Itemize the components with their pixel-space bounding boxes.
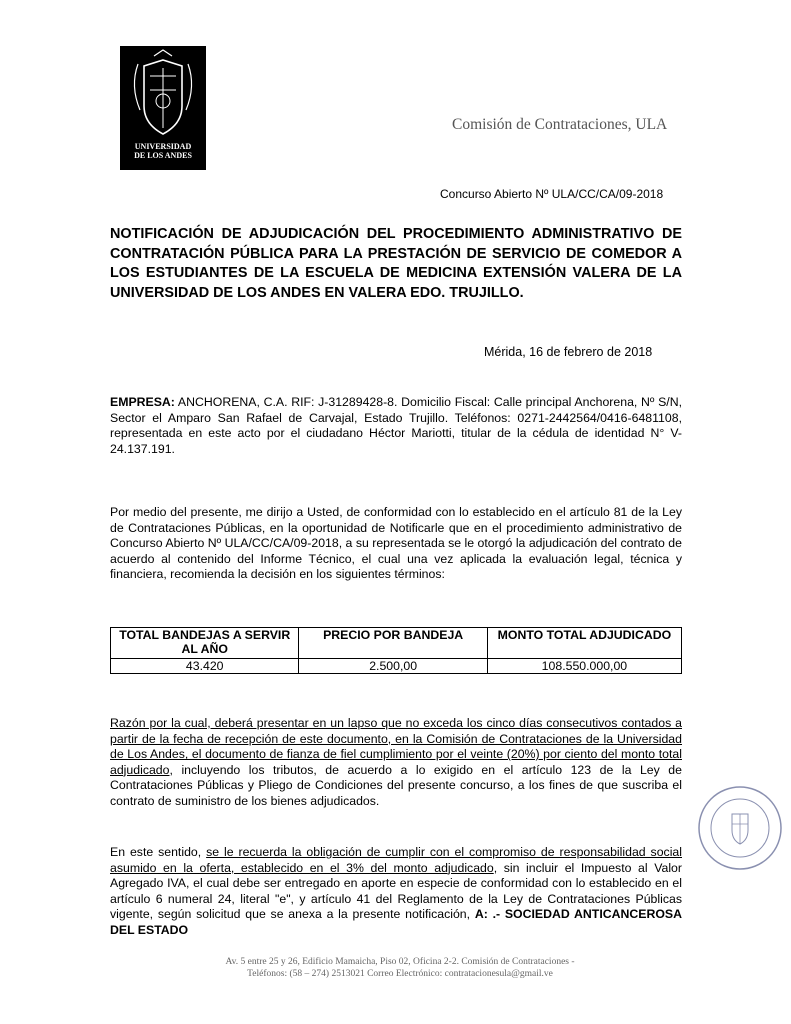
award-table-header bbox=[111, 628, 682, 659]
university-logo bbox=[120, 46, 206, 170]
footer-contact: Teléfonos: (58 – 274) 2513021 Correo Electrónico: contratacionesula@gmail.ve bbox=[247, 969, 553, 979]
header-total-trays: TOTAL BANDEJAS A SERVIR AL AÑO bbox=[111, 628, 299, 659]
official-stamp-icon bbox=[696, 784, 784, 872]
cell-total-trays: 43.420 bbox=[111, 659, 299, 674]
contest-reference: Concurso Abierto Nº ULA/CC/CA/09-2018 bbox=[440, 187, 664, 201]
social-details: , sin incluir el Impuesto al Valor Agregado IVA, el cual debe ser entregado en aporte en especie de conformidad con lo establecido en el artículo 6 numeral 24, literal "e", y artículo 41 del Reglamento de la Ley de Contrataciones Públicas vigente, según solicitud que se anexa a la presente notificación, bbox=[110, 860, 682, 922]
cell-price-per-tray: 2.500,00 bbox=[299, 659, 487, 674]
footer-address: Av. 5 entre 25 y 26, Edificio Mamaicha, Piso 02, Oficina 2-2. Comisión de Contrataciones - bbox=[225, 957, 575, 967]
logo-line-1: UNIVERSIDAD bbox=[134, 142, 192, 151]
bond-details: , incluyendo los tributos, de acuerdo a lo exigido en el artículo 123 de la Ley de Contrataciones Públicas y Pliego de Condiciones del presente concurso, a los fines de que suscriba el contrato de suministro de los bienes adjudicados. bbox=[110, 762, 682, 808]
header-total-amount: MONTO TOTAL ADJUDICADO bbox=[487, 628, 681, 659]
award-table bbox=[110, 627, 682, 674]
cell-total-amount: 108.550.000,00 bbox=[487, 659, 681, 674]
organization-name: Comisión de Contrataciones, ULA bbox=[452, 116, 668, 133]
document-date: Mérida, 16 de febrero de 2018 bbox=[484, 345, 653, 359]
intro-paragraph: Por medio del presente, me dirijo a Usted, de conformidad con lo establecido en el artículo 81 de la Ley de Contrataciones Públicas, en la oportunidad de Notificarle que en el procedimiento administrativo de Concurso Abierto Nº ULA/CC/CA/09-2018, a su representada se le otorgó la adjudicación del contrato de acuerdo al contenido del Informe Técnico, el cual una vez aplicada la evaluación legal, técnica y financiera, recomienda la decisión en los siguientes términos: bbox=[110, 505, 682, 582]
beneficiary: A: .- SOCIEDAD ANTICANCEROSA DEL ESTADO bbox=[110, 907, 682, 937]
document-title: NOTIFICACIÓN DE ADJUDICACIÓN DEL PROCEDIMIENTO ADMINISTRATIVO DE CONTRATACIÓN PÚBLICA PARA LA PRESTACIÓN DE SERVICIO DE COMEDOR A LOS ESTUDIANTES DE LA ESCUELA DE MEDICINA EXTENSIÓN VALERA DE LA UNIVERSIDAD DE LOS ANDES EN VALERA EDO. TRUJILLO. bbox=[110, 226, 682, 301]
company-paragraph bbox=[110, 395, 682, 457]
bond-paragraph bbox=[110, 716, 682, 810]
social-responsibility-paragraph bbox=[110, 845, 682, 939]
bond-requirement: Razón por la cual, deberá presentar en un lapso que no exceda los cinco días consecutivos contados a partir de la fecha de recepción de este documento, en la Comisión de Contrataciones de la Universidad de Los Andes, el documento de fianza de fiel cumplimiento por el veinte (20%) por ciento del monto total adjudicado bbox=[110, 716, 682, 777]
logo-line-2: DE LOS ANDES bbox=[134, 151, 192, 160]
social-lead: En este sentido, bbox=[110, 845, 207, 859]
company-label: EMPRESA: bbox=[110, 395, 175, 409]
company-details: ANCHORENA, C.A. RIF: J-31289428-8. Domicilio Fiscal: Calle principal Anchorena, Nº S/N, Sector el Amparo San Rafael de Carvajal, Estado Trujillo. Teléfonos: 0271-2442564/0416-6481108, representada en este acto por el ciudadano Héctor Mariotti, titular de la cédula de identidad N° V-24.137.191. bbox=[110, 395, 682, 456]
footer bbox=[180, 956, 620, 980]
social-requirement: se le recuerda la obligación de cumplir con el compromiso de responsabilidad social asumido en la oferta, establecido en el 3% del monto adjudicado bbox=[110, 845, 682, 875]
table-row bbox=[111, 659, 682, 674]
header-price-per-tray: PRECIO POR BANDEJA bbox=[299, 628, 487, 659]
